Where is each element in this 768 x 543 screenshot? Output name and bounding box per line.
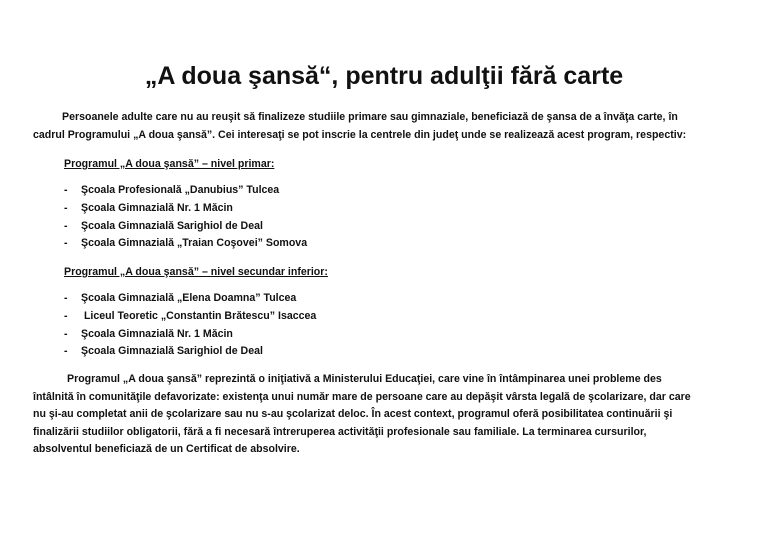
primary-level-heading: Programul „A doua şansă” – nivel primar: bbox=[64, 158, 275, 170]
list-item bbox=[64, 200, 307, 218]
bullet-marker: - bbox=[64, 237, 68, 250]
list-item bbox=[64, 343, 316, 361]
school-name: Şcoala Gimnazială Sarighiol de Deal bbox=[81, 345, 263, 358]
intro-line: Persoanele adulte care nu au reuşit să finalizeze studiile primare sau gimnaziale, beneficiază de şansa de a învăţa carte, în bbox=[62, 111, 678, 123]
secondary-schools-list bbox=[64, 290, 316, 361]
bullet-marker: - bbox=[64, 345, 68, 358]
list-item bbox=[64, 326, 316, 344]
school-name: Şcoala Gimnazială Nr. 1 Măcin bbox=[81, 327, 233, 340]
closing-line: finalizării studiilor obligatorii, fără a fi necesară întreruperea activităţii profesionale sau familiale. La terminarea cursurilor, bbox=[33, 425, 647, 438]
school-name: Liceul Teoretic „Constantin Brătescu” Isaccea bbox=[81, 309, 317, 322]
intro-line: cadrul Programului „A doua şansă”. Cei interesaţi se pot inscrie la centrele din judeţ unde se realizează acest program, respectiv: bbox=[33, 128, 687, 141]
list-item bbox=[64, 218, 307, 236]
closing-line: absolventul beneficiază de un Certificat de absolvire. bbox=[33, 443, 300, 456]
closing-line: întâlnită în comunităţile defavorizate: existenţa unui număr mare de persoane care au depăşit vârsta legală de şcolarizare, dar care bbox=[33, 390, 691, 403]
intro-paragraph bbox=[33, 109, 686, 144]
bullet-marker: - bbox=[64, 201, 68, 214]
closing-paragraph bbox=[33, 371, 691, 459]
bullet-marker: - bbox=[64, 219, 68, 232]
closing-line: Programul „A doua şansă” reprezintă o iniţiativă a Ministerului Educaţiei, care vine în întâmpinarea unei probleme des bbox=[67, 373, 662, 385]
list-item bbox=[64, 182, 307, 200]
bullet-marker: - bbox=[64, 309, 68, 322]
bullet-marker: - bbox=[64, 184, 68, 196]
list-item bbox=[64, 235, 307, 253]
school-name: Şcoala Gimnazială „Traian Coşovei” Somova bbox=[81, 237, 308, 250]
document-title: „A doua şansă“, pentru adulţii fără carte bbox=[144, 62, 624, 90]
secondary-level-heading: Programul „A doua şansă” – nivel secundar inferior: bbox=[64, 266, 328, 278]
school-name: Şcoala Gimnazială Sarighiol de Deal bbox=[81, 219, 263, 232]
bullet-marker: - bbox=[64, 292, 68, 304]
school-name: Şcoala Profesională „Danubius” Tulcea bbox=[81, 184, 280, 196]
school-name: Şcoala Gimnazială „Elena Doamna” Tulcea bbox=[81, 292, 297, 304]
bullet-marker: - bbox=[64, 327, 68, 340]
list-item bbox=[64, 290, 316, 308]
school-name: Şcoala Gimnazială Nr. 1 Măcin bbox=[81, 201, 233, 214]
closing-line: nu şi-au completat anii de şcolarizare sau nu s-au şcolarizat deloc. În acest context, programul oferă posibilitatea continuării şi bbox=[33, 408, 673, 421]
list-item bbox=[64, 308, 316, 326]
primary-schools-list bbox=[64, 182, 307, 253]
